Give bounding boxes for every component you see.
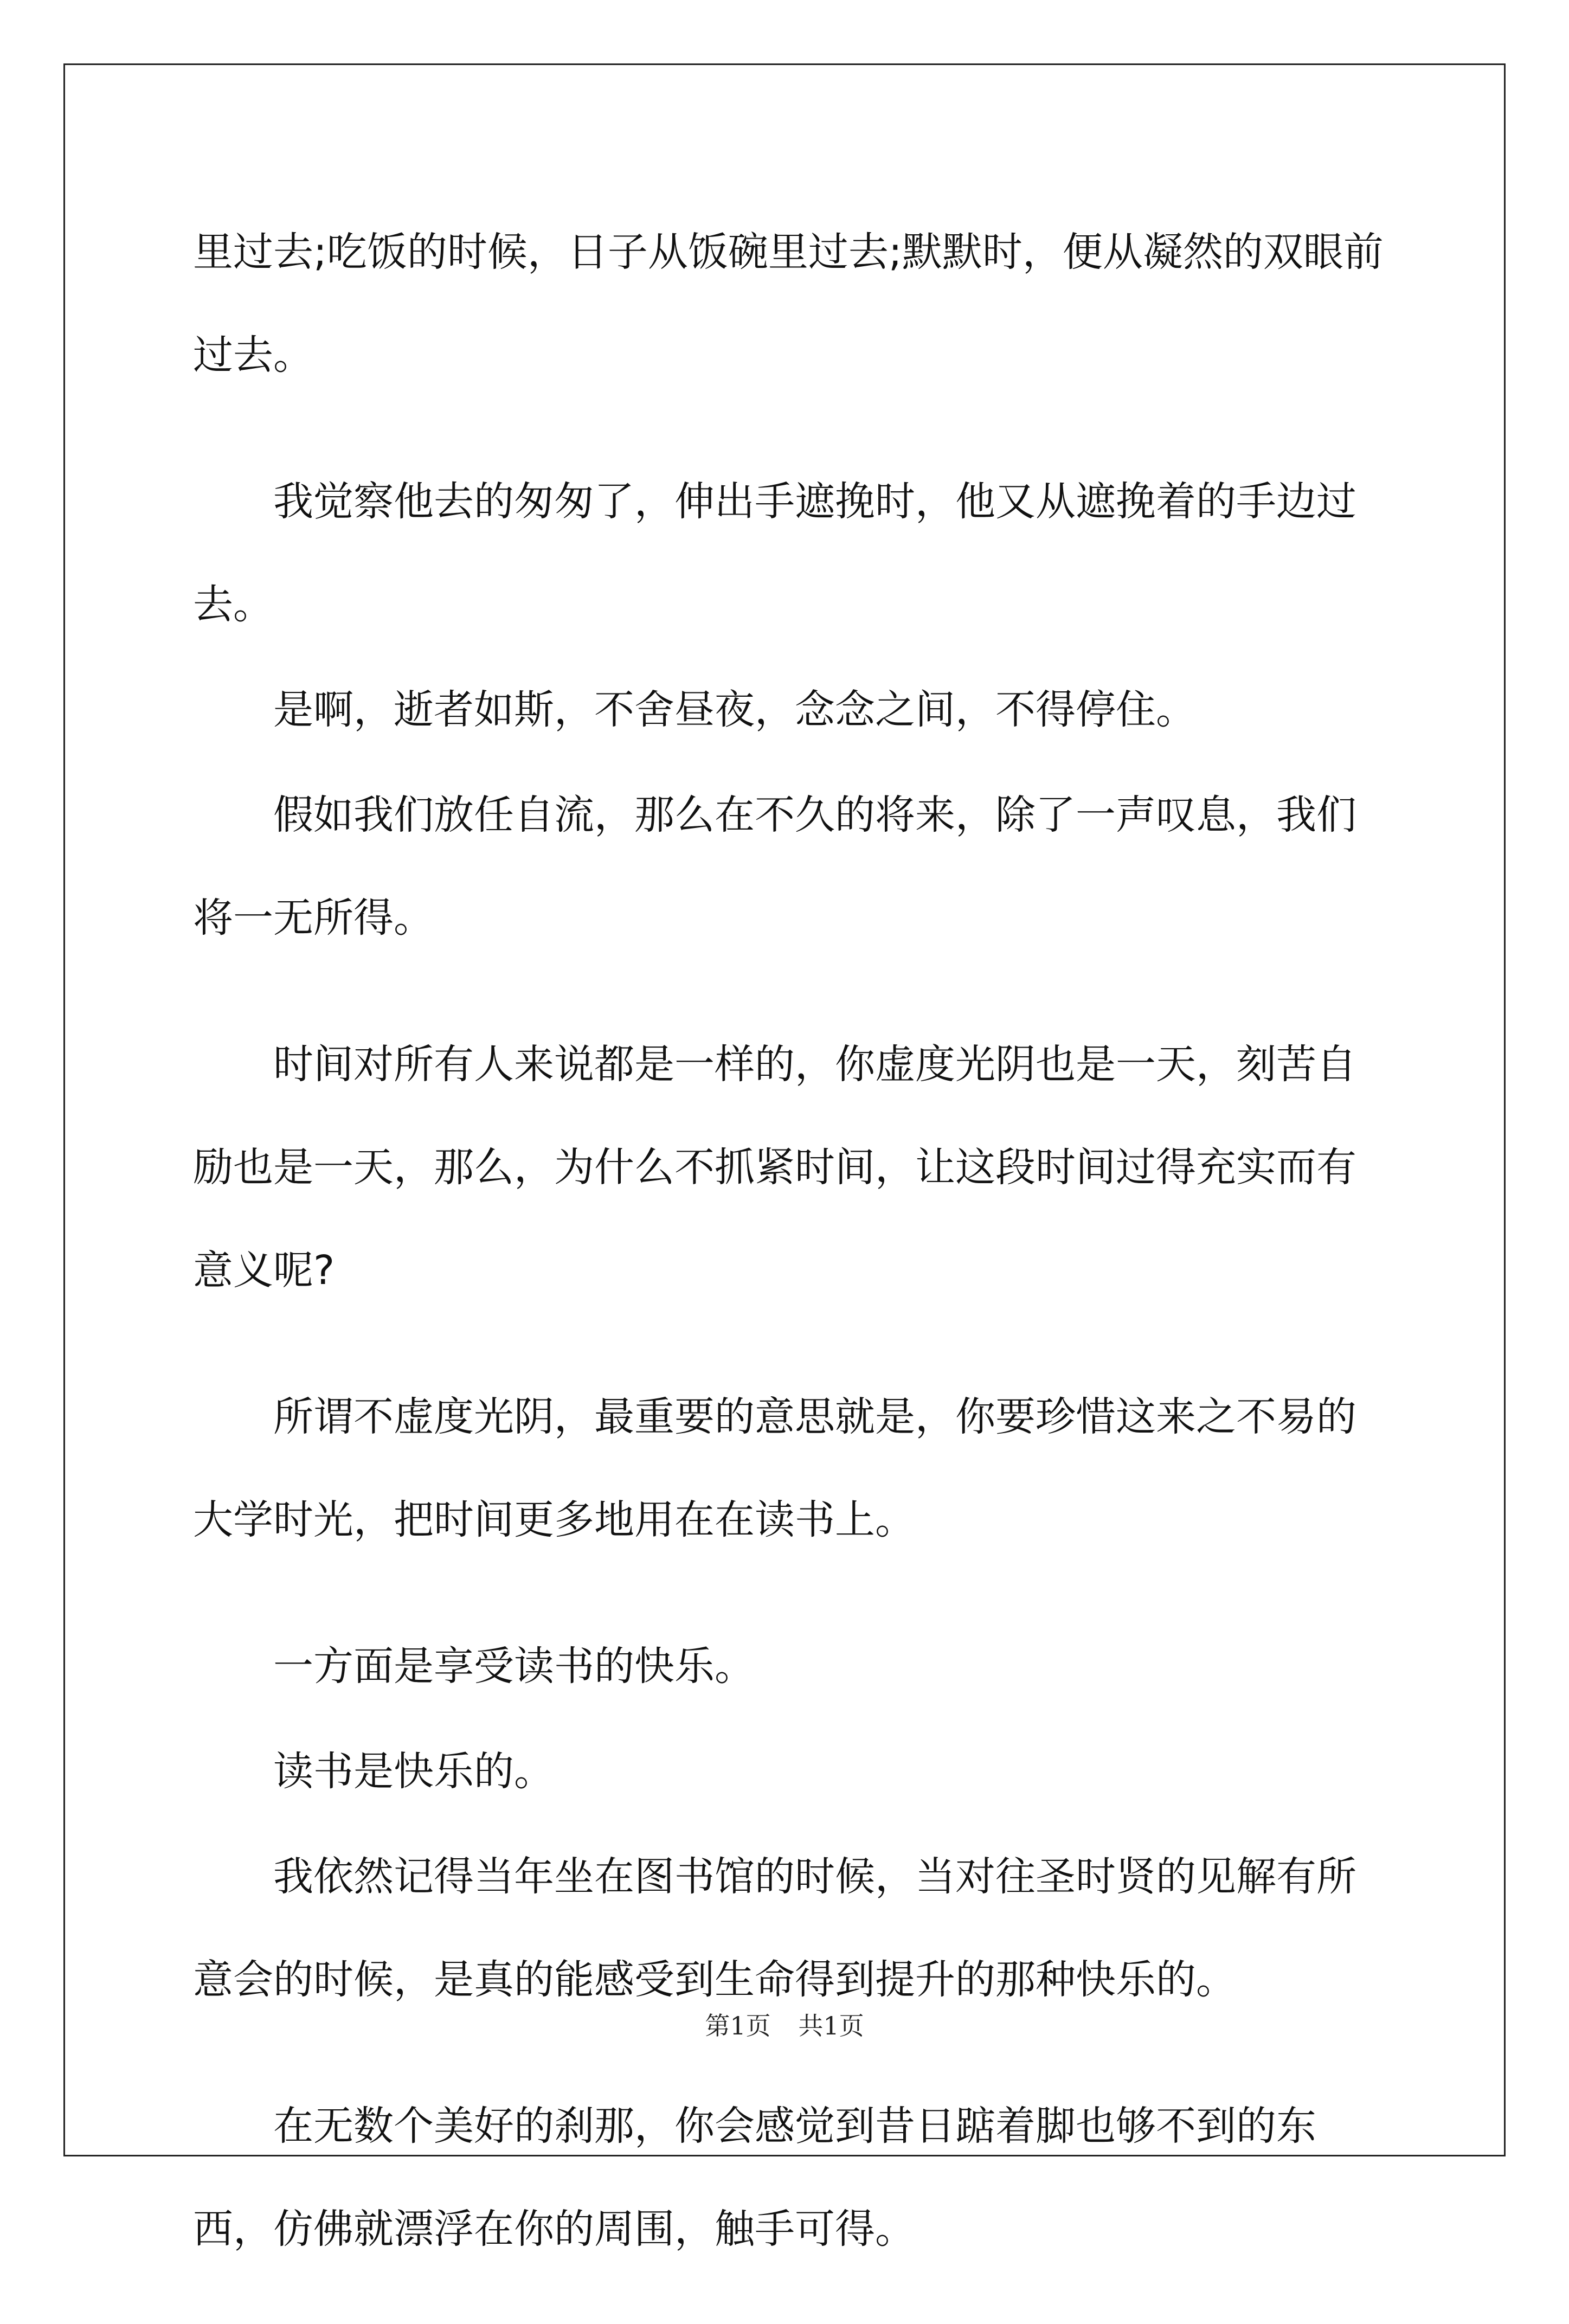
document-body [193, 201, 1386, 2324]
page-footer [0, 2006, 1569, 2042]
paragraph-2: 我觉察他去的匆匆了，伸出手遮挽时，他又从遮挽着的手边过去。 [193, 478, 1356, 628]
paragraph-7: 一方面是享受读书的快乐。 [273, 1643, 755, 1690]
paragraph-9: 我依然记得当年坐在图书馆的时候，当对往圣时贤的见解有所意会的时候，是真的能感受到生命得到提升的那种快乐的。 [193, 1853, 1356, 2003]
paragraph-5: 时间对所有人来说都是一样的，你虚度光阴也是一天，刻苦自励也是一天，那么，为什么不抓紧时间，让这段时间过得充实而有意义呢? [193, 1041, 1356, 1294]
paragraph-8: 读书是快乐的。 [273, 1748, 554, 1795]
paragraph-6: 所谓不虚度光阴，最重要的意思就是，你要珍惜这来之不易的大学时光，把时间更多地用在在读书上。 [193, 1394, 1356, 1543]
paragraph-10: 在无数个美好的刹那，你会感觉到昔日踮着脚也够不到的东西，仿佛就漂浮在你的周围，触手可得。 [193, 2103, 1316, 2252]
page-number: 第1页 [705, 2011, 771, 2040]
paragraph-3: 是啊，逝者如斯，不舍昼夜，念念之间，不得停住。 [273, 686, 1196, 733]
paragraph-1: 里过去;吃饭的时候，日子从饭碗里过去;默默时，便从凝然的双眼前过去。 [193, 229, 1384, 378]
paragraph-4: 假如我们放任自流，那么在不久的将来，除了一声叹息，我们将一无所得。 [193, 792, 1356, 941]
page-total: 共1页 [798, 2011, 864, 2040]
